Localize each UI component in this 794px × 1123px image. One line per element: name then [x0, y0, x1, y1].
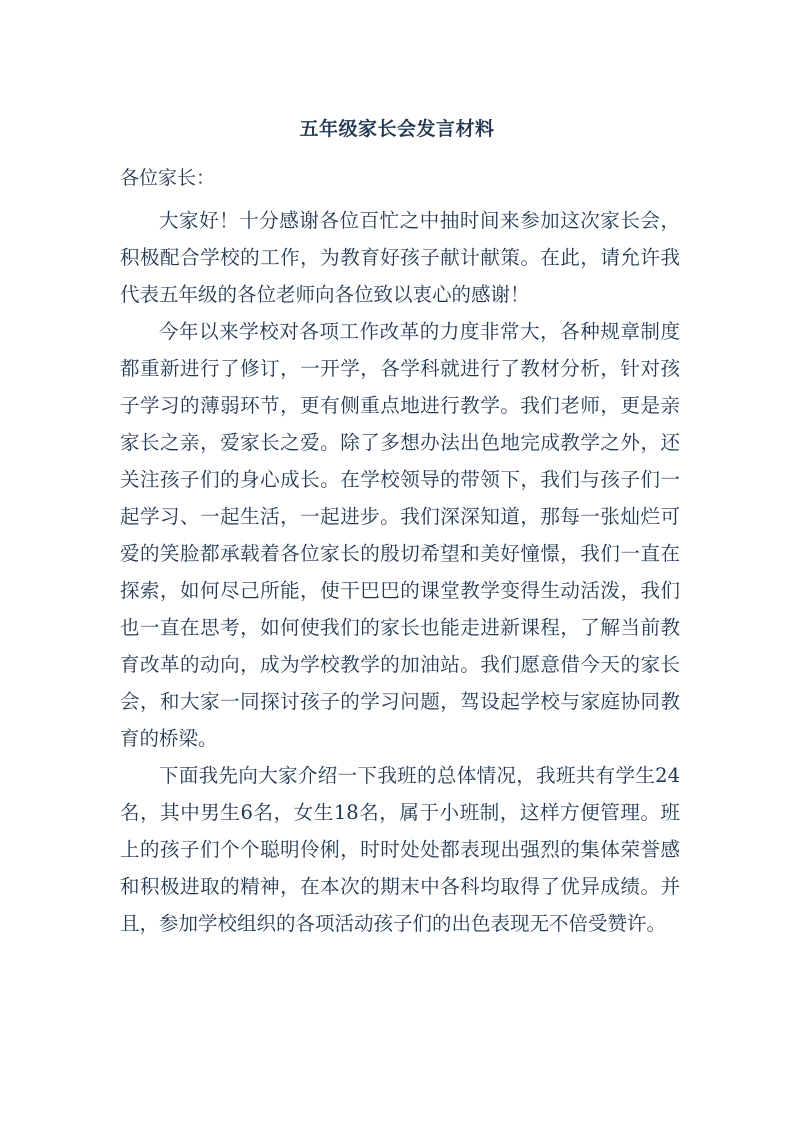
document-body: [120, 202, 680, 942]
paragraph: 今年以来学校对各项工作改革的力度非常大，各种规章制度都重新进行了修订，一开学，各学科就进行了教材分析，针对孩子学习的薄弱环节，更有侧重点地进行教学。我们老师，更是亲家长之亲，爱家长之爱。除了多想办法出色地完成教学之外，还关注孩子们的身心成长。在学校领导的带领下，我们与孩子们一起学习、一起生活，一起进步。我们深深知道，那每一张灿烂可爱的笑脸都承载着各位家长的殷切希望和美好憧憬，我们一直在探索，如何尽己所能，使干巴巴的课堂教学变得生动活泼，我们也一直在思考，如何使我们的家长也能走进新课程，了解当前教育改革的动向，成为学校教学的加油站。我们愿意借今天的家长会，和大家一同探讨孩子的学习问题，驾设起学校与家庭协同教育的桥梁。: [120, 320, 680, 750]
paragraph: 大家好！十分感谢各位百忙之中抽时间来参加这次家长会，积极配合学校的工作，为教育好孩子献计献策。在此，请允许我代表五年级的各位老师向各位致以衷心的感谢！: [120, 209, 680, 306]
salutation: 各位家长：: [120, 167, 216, 189]
document-title: 五年级家长会发言材料: [299, 118, 495, 140]
paragraph: 下面我先向大家介绍一下我班的总体情况，我班共有学生24名，其中男生6名，女生18名，属于小班制，这样方便管理。班上的孩子们个个聪明伶俐，时时处处都表现出强烈的集体荣誉感和积极进取的精神，在本次的期末中各科均取得了优异成绩。并且，参加学校组织的各项活动孩子们的出色表现无不倍受赞许。: [120, 764, 680, 935]
